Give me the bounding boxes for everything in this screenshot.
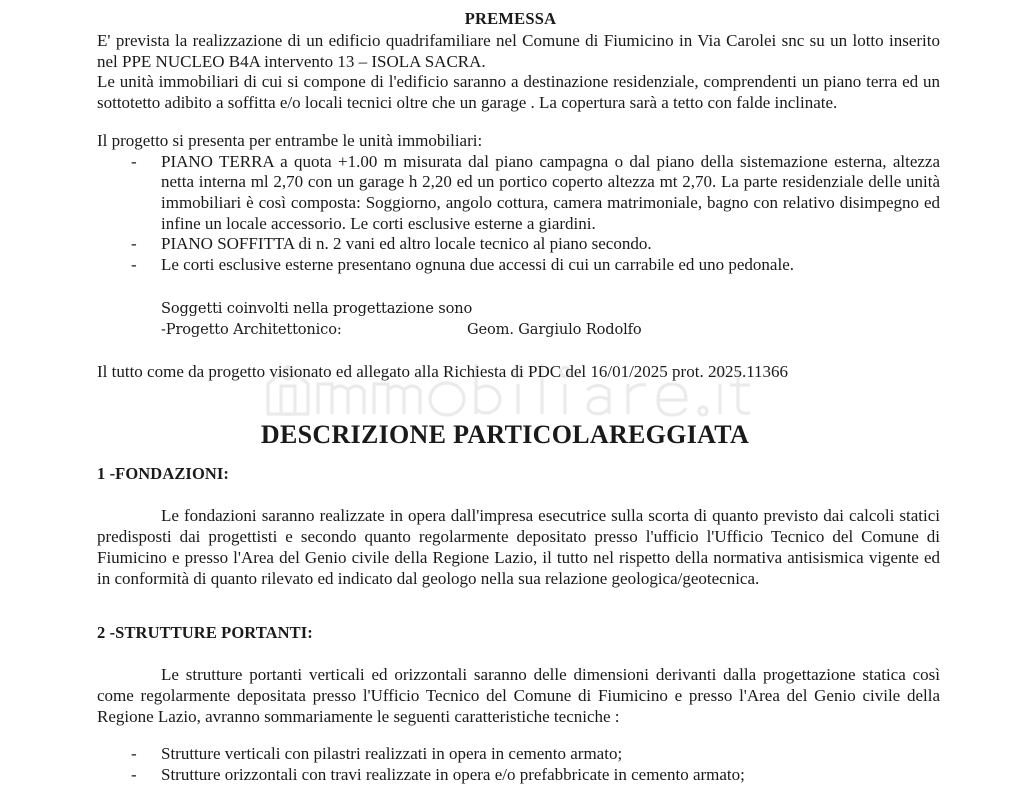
- progetto-intro: Il progetto si presenta per entrambe le unità immobiliari:: [97, 130, 483, 150]
- section-2-heading: 2 -STRUTTURE PORTANTI:: [97, 623, 313, 643]
- list-item-text: Le corti esclusive esterne presentano ognuna due accessi di cui un carrabile ed uno pedonale.: [161, 255, 794, 275]
- list-item: [97, 255, 940, 276]
- document-content: [0, 0, 1024, 382]
- il-tutto-line: Il tutto come da progetto visionato ed allegato alla Richiesta di PDC del 16/01/2025 prot. 2025.11366: [97, 361, 789, 381]
- dash-marker: -: [131, 234, 137, 254]
- unita-bullet-list: [97, 152, 940, 276]
- list-item: [97, 744, 940, 765]
- list-item-text: PIANO TERRA a quota +1.00 m misurata dal piano campagna o dal piano della sistemazione esterna, altezza netta interna ml 2,70 con un garage h 2,20 ed un portico coperto altezza mt 2,70. La parte residenziale delle unità immobiliari è così composta: Soggiorno, angolo cottura, camera matrimoniale, bagno con relativo disimpegno ed infine un locale accessorio. Le corti esclusive esterne a giardini.: [161, 151, 940, 233]
- page-title: DESCRIZIONE PARTICOLAREGGIATA: [260, 420, 750, 450]
- list-item: [97, 234, 940, 255]
- list-item-text: Strutture orizzontali con travi realizzate in opera e/o prefabbricate in cemento armato;: [161, 765, 745, 785]
- dash-marker: -: [131, 744, 137, 764]
- list-item-text: Strutture verticali con pilastri realizzati in opera in cemento armato;: [161, 744, 623, 764]
- section-1-body: Le fondazioni saranno realizzate in opera dall'impresa esecutrice sulla scorta di quanto previsto dai calcoli statici predisposti dai progettisti e secondo quanto regolarmente depositato presso l'ufficio l'Ufficio Tecnico del Comune di Fiumicino e presso l'Area del Genio civile della Regione Lazio, il tutto nel rispetto della normativa antisismica vigente ed in conformità di quanto rilevato ed indicato dal geologo nella sua relazione geologica/geotecnica.: [97, 506, 940, 588]
- progetto-architettonico-value: Geom. Gargiulo Rodolfo: [467, 320, 642, 338]
- dash-marker: -: [131, 151, 137, 171]
- progetto-architettonico-label: -Progetto Architettonico:: [161, 320, 342, 338]
- dash-marker: -: [131, 255, 137, 275]
- intro-paragraph-1: E' prevista la realizzazione di un edificio quadrifamiliare nel Comune di Fiumicino in Via Carolei snc su un lotto inserito nel PPE NUCLEO B4A intervento 13 – ISOLA SACRA.: [97, 31, 940, 71]
- soggetti-line: Soggetti coinvolti nella progettazione sono: [161, 299, 473, 317]
- strutture-bullet-list: [97, 744, 940, 785]
- progetto-architettonico-row: [161, 319, 940, 340]
- list-item: [97, 765, 940, 786]
- list-item: [97, 152, 940, 235]
- intro-paragraph-2: Le unità immobiliari di cui si compone di l'edificio saranno a destinazione residenziale, comprendenti un piano terra ed un sottotetto adibito a soffitta e/o locali tecnici oltre che un garage . La copertura sarà a tetto con falde inclinate.: [97, 72, 940, 113]
- dash-marker: -: [131, 765, 137, 785]
- soggetti-block: [161, 298, 940, 340]
- section-2-body: Le strutture portanti verticali ed orizzontali saranno delle dimensioni derivanti dalla progettazione statica così come regolarmente depositata presso l'Ufficio Tecnico del Comune di Fiumicino e presso l'Area del Genio civile della Regione Lazio, avranno sommariamente le seguenti caratteristiche tecniche :: [97, 665, 940, 726]
- list-item-text: PIANO SOFFITTA di n. 2 vani ed altro locale tecnico al piano secondo.: [161, 234, 652, 254]
- premessa-heading: PREMESSA: [464, 9, 557, 28]
- section-1-heading: 1 -FONDAZIONI:: [97, 464, 230, 484]
